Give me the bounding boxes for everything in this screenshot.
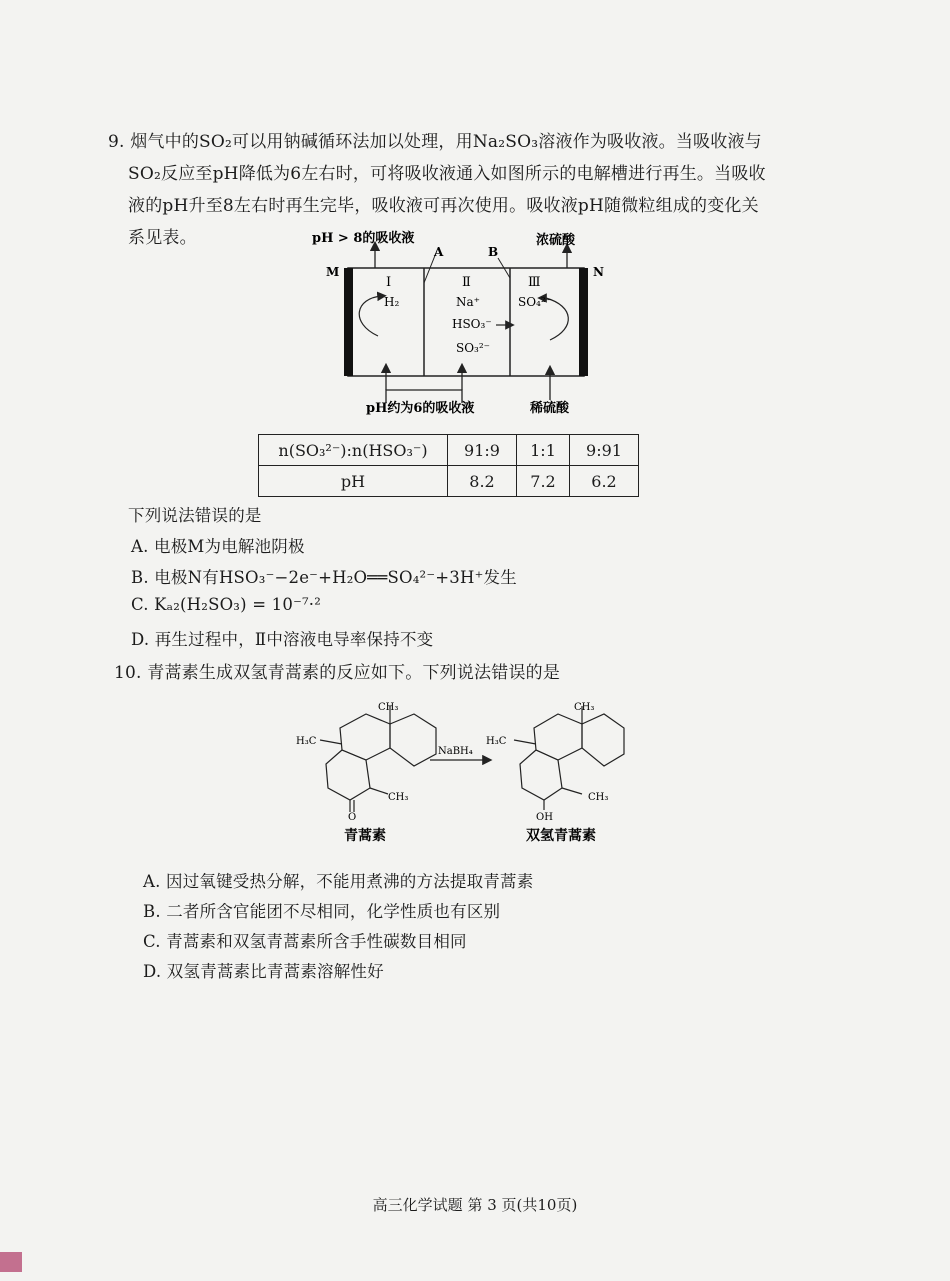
q9-option-a: A. 电极M为电解池阴极 [131, 537, 305, 556]
right-h3c: H₃C [486, 736, 507, 747]
left-carbonyl-o: O [348, 812, 357, 823]
q9-line-2: SO₂反应至pH降低为6左右时，可将吸收液通入如图所示的电解槽进行再生。当吸收 [128, 164, 766, 184]
label-top-left: pH > 8的吸收液 [312, 231, 415, 246]
table-row [259, 435, 639, 466]
hso3-label: HSO₃⁻ [452, 317, 492, 331]
q10-line-1: 10. 青蒿素生成双氢青蒿素的反应如下。下列说法错误的是 [114, 663, 561, 683]
room-3-label: Ⅲ [528, 275, 541, 290]
ph-ratio-table [258, 434, 639, 497]
right-oh: OH [536, 812, 553, 823]
label-bottom-left: pH约为6的吸收液 [366, 401, 475, 416]
table-cell: 1:1 [517, 435, 570, 466]
table-row [259, 466, 639, 497]
q9-line-1: 9. 烟气中的SO₂可以用钠碱循环法加以处理，用Na₂SO₃溶液作为吸收液。当吸收液与 [108, 132, 762, 152]
table-cell: 8.2 [448, 466, 517, 497]
q9-option-b: B. 电极N有HSO₃⁻−2e⁻+H₂O══SO₄²⁻+3H⁺发生 [131, 568, 517, 587]
na-label: Na⁺ [456, 295, 480, 309]
label-top-right: 浓硫酸 [536, 233, 576, 248]
h2-label: H₂ [384, 295, 400, 309]
label-bottom-right: 稀硫酸 [530, 401, 570, 416]
corner-mark [0, 1252, 22, 1272]
q9-stem: 下列说法错误的是 [128, 506, 262, 525]
label-b: B [488, 245, 499, 259]
so4-label: SO₄²⁻ [518, 295, 553, 309]
label-n: N [593, 265, 604, 279]
table-cell: 6.2 [570, 466, 639, 497]
right-name: 双氢青蒿素 [526, 828, 596, 844]
label-m: M [326, 265, 340, 279]
q10-option-b: B. 二者所含官能团不尽相同，化学性质也有区别 [143, 902, 501, 921]
table-header-ph: pH [259, 466, 448, 497]
q9-line-3: 液的pH升至8左右时再生完毕，吸收液可再次使用。吸收液pH随微粒组成的变化关 [128, 196, 759, 216]
table-cell: 7.2 [517, 466, 570, 497]
right-ch3-bottom: CH₃ [588, 792, 609, 803]
left-ch3-bottom: CH₃ [388, 792, 409, 803]
left-h3c: H₃C [296, 736, 317, 747]
artemisinin-reaction-diagram [290, 700, 630, 845]
page-footer: 高三化学试题 第 3 页(共10页) [372, 1196, 578, 1214]
table-cell: 9:91 [570, 435, 639, 466]
q9-line-4: 系见表。 [128, 228, 197, 248]
electrolysis-cell-diagram [300, 228, 640, 423]
left-name: 青蒿素 [344, 828, 386, 844]
q10-option-c: C. 青蒿素和双氢青蒿素所含手性碳数目相同 [143, 932, 467, 951]
table-header-ratio: n(SO₃²⁻):n(HSO₃⁻) [259, 435, 448, 466]
q10-option-a: A. 因过氧键受热分解，不能用煮沸的方法提取青蒿素 [143, 872, 534, 891]
room-1-label: Ⅰ [386, 275, 392, 290]
room-2-label: Ⅱ [462, 275, 471, 290]
right-ch3-top: CH₃ [574, 702, 595, 713]
q10-option-d: D. 双氢青蒿素比青蒿素溶解性好 [143, 962, 384, 981]
so3-label: SO₃²⁻ [456, 341, 491, 355]
q9-option-d: D. 再生过程中，Ⅱ中溶液电导率保持不变 [131, 630, 434, 649]
reagent-label: NaBH₄ [438, 746, 473, 757]
label-a: A [434, 245, 444, 259]
table-cell: 91:9 [448, 435, 517, 466]
q9-option-c: C. Kₐ₂(H₂SO₃) = 10⁻⁷·² [131, 595, 322, 614]
left-ch3-top: CH₃ [378, 702, 399, 713]
